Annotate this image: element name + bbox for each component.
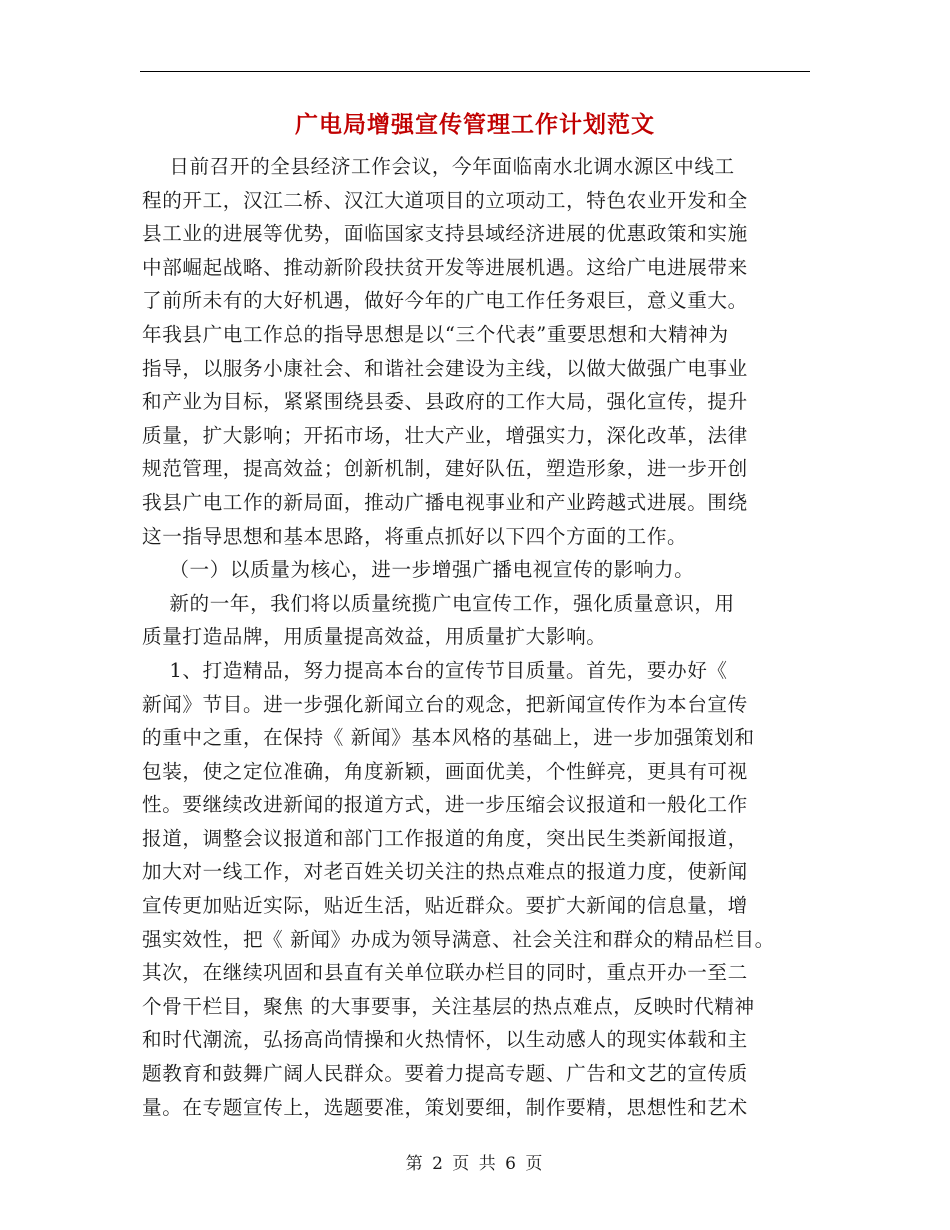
- paragraph-line: 新的一年，我们将以质量统揽广电宣传工作，强化质量意识，用: [142, 591, 735, 615]
- paragraph-line: 个骨干栏目，聚焦 的大事要事，关注基层的热点难点，反映时代精神: [142, 994, 755, 1018]
- document-title: 广电局增强宣传管理工作计划范文: [295, 111, 655, 138]
- paragraph-line: 的重中之重，在保持《 新闻》基本风格的基础上，进一步加强策划和: [142, 726, 755, 750]
- paragraph-line: 我县广电工作的新局面，推动广播电视事业和产业跨越式进展。围绕: [142, 490, 748, 514]
- paragraph-line: 其次，在继续巩固和县直有关单位联办栏目的同时，重点开办一至二: [142, 961, 748, 985]
- paragraph-line: 新闻》节目。进一步强化新闻立台的观念，把新闻宣传作为本台宣传: [142, 692, 748, 716]
- paragraph-line: 和时代潮流，弘扬高尚情操和火热情怀，以生动感人的现实体载和主: [142, 1028, 748, 1052]
- header-rule: [140, 71, 810, 72]
- paragraph-line: 量。在专题宣传上，选题要准，策划要细，制作要精，思想性和艺术: [142, 1095, 748, 1119]
- paragraph-line: 县工业的进展等优势，面临国家支持县域经济进展的优惠政策和实施: [142, 222, 748, 246]
- paragraph-line: 中部崛起战略、推动新阶段扶贫开发等进展机遇。这给广电进展带来: [142, 255, 748, 279]
- paragraph-line: 和产业为目标，紧紧围绕县委、县政府的工作大局，强化宣传，提升: [142, 390, 748, 414]
- paragraph-line: 报道，调整会议报道和部门工作报道的角度，突出民生类新闻报道，: [142, 826, 748, 850]
- paragraph-line: 指导，以服务小康社会、和谐社会建设为主线，以做大做强广电事业: [142, 356, 748, 380]
- paragraph-line: 题教育和鼓舞广阔人民群众。要着力提高专题、广告和文艺的宣传质: [142, 1062, 748, 1086]
- paragraph-line: 加大对一线工作，对老百姓关切关注的热点难点的报道力度，使新闻: [142, 860, 748, 884]
- paragraph-line: 日前召开的全县经济工作会议，今年面临南水北调水源区中线工: [142, 155, 735, 178]
- paragraph-line: （一）以质量为核心，进一步增强广播电视宣传的影响力。: [142, 558, 695, 582]
- paragraph-line: 质量，扩大影响；开拓市场，壮大产业，增强实力，深化改革，法律: [142, 423, 748, 447]
- paragraph-line: 了前所未有的大好机遇，做好今年的广电工作任务艰巨，意义重大。: [142, 289, 748, 313]
- paragraph-line: 性。要继续改进新闻的报道方式，进一步压缩会议报道和一般化工作: [142, 793, 748, 817]
- paragraph-line: 年我县广电工作总的指导思想是以“三个代表”重要思想和大精神为: [142, 322, 729, 346]
- paragraph-line: 规范管理，提高效益；创新机制，建好队伍，塑造形象，进一步开创: [142, 457, 748, 481]
- paragraph-line: 强实效性，把《 新闻》办成为领导满意、社会关注和群众的精品栏目。: [142, 927, 775, 951]
- paragraph-line: 宣传更加贴近实际，贴近生活，贴近群众。要扩大新闻的信息量，增: [142, 894, 748, 918]
- document-body: [142, 150, 822, 1124]
- paragraph-line: 这一指导思想和基本思路，将重点抓好以下四个方面的工作。: [142, 524, 688, 548]
- paragraph-line: 1、打造精品，努力提高本台的宣传节目质量。首先，要办好《: [142, 658, 728, 682]
- page-number: 第 2 页 共 6 页: [405, 1154, 545, 1174]
- paragraph-line: 包装，使之定位准确，角度新颖，画面优美，个性鲜亮，更具有可视: [142, 759, 748, 783]
- paragraph-line: 程的开工，汉江二桥、汉江大道项目的立项动工，特色农业开发和全: [142, 188, 748, 212]
- paragraph-line: 质量打造品牌，用质量提高效益，用质量扩大影响。: [142, 625, 607, 649]
